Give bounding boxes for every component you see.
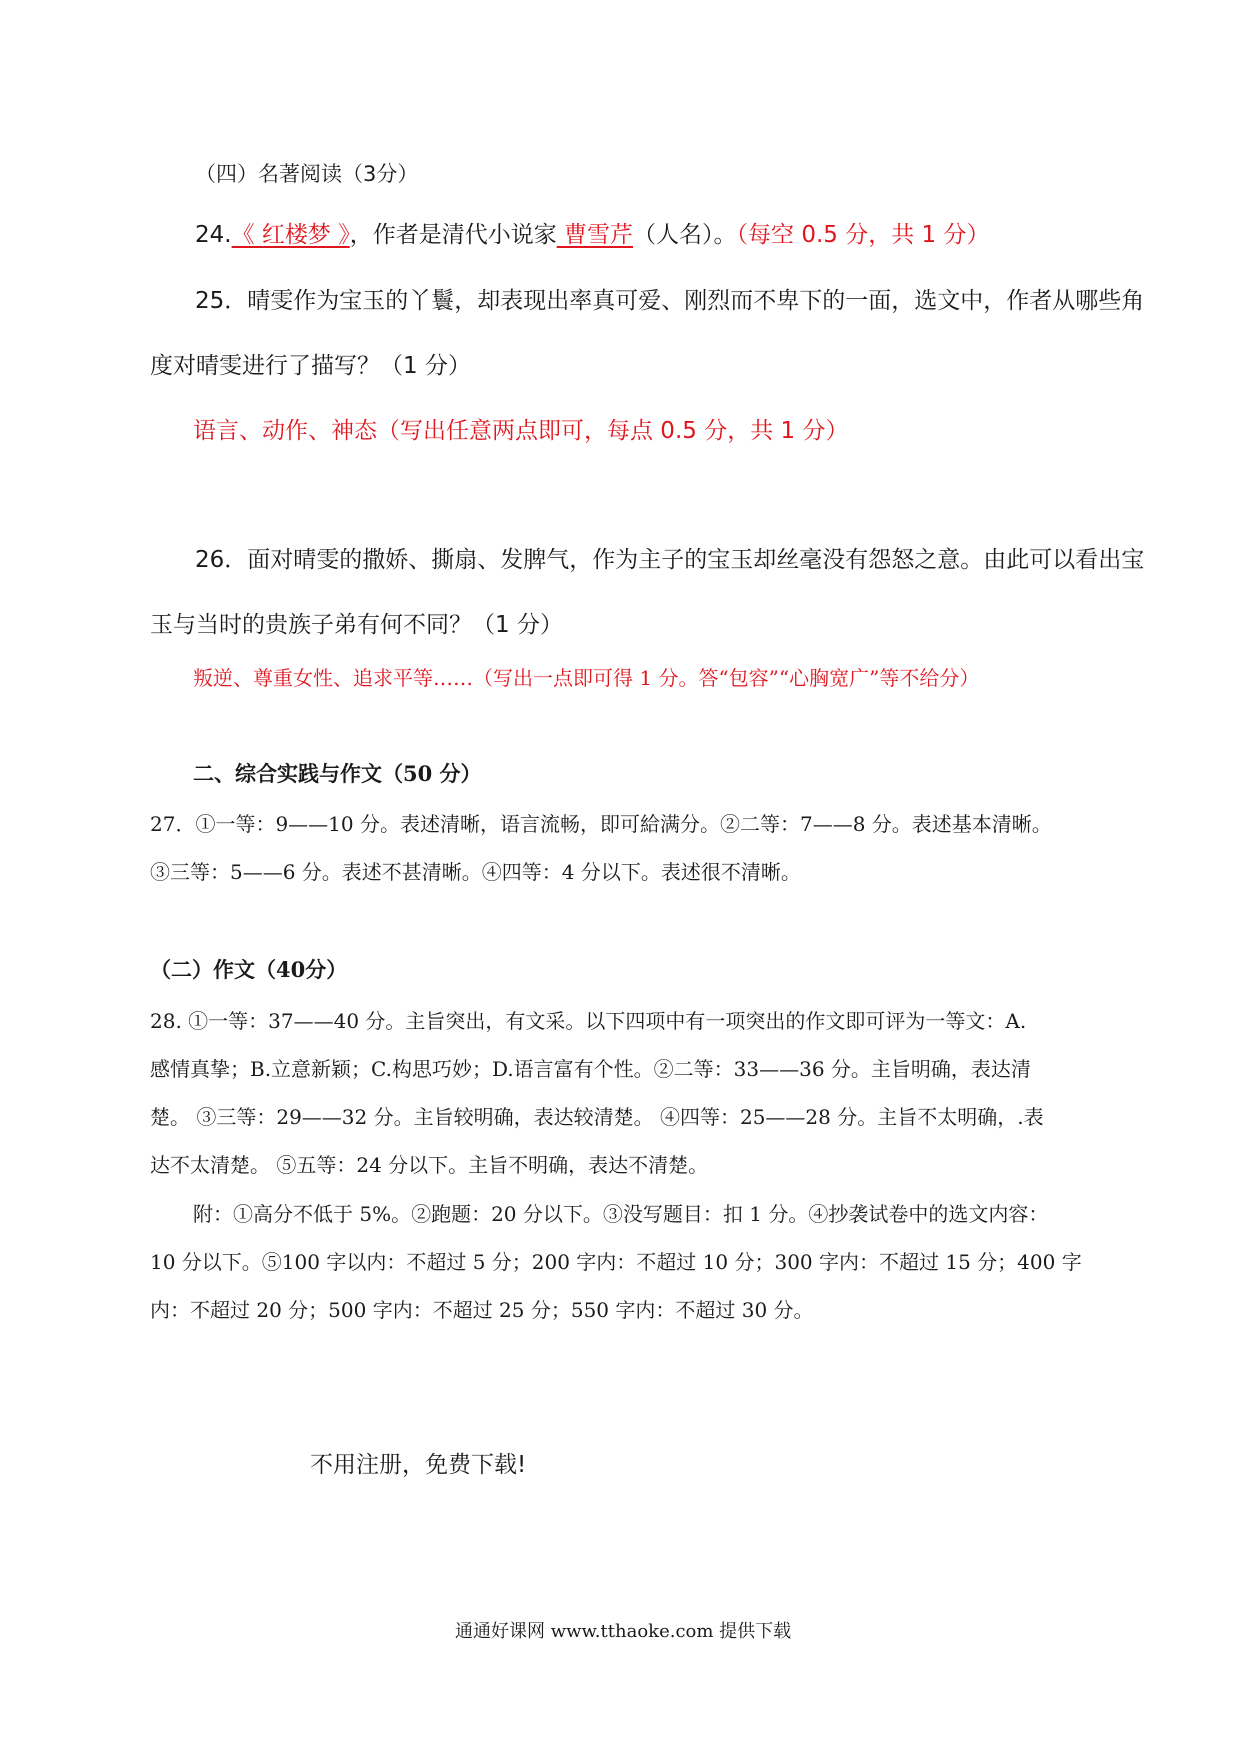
section4-heading: （四）名著阅读（3分） — [195, 162, 419, 186]
q24-tail: （人名）。 — [633, 222, 737, 248]
q27-line-1: 27．①一等：9——10 分。表述清晰，语言流畅，即可給满分。②二等：7——8 分。表述基本清晰。 — [150, 812, 1052, 836]
appendix-line-2: 10 分以下。⑤100 字以内：不超过 5 分；200 字内：不超过 10 分；300 字内：不超过 15 分；400 字 — [150, 1250, 1082, 1274]
q28-line-3: 楚。 ③三等：29——32 分。主旨较明确，表达较清楚。 ④四等：25——28 分。主旨不太明确，.表 — [150, 1105, 1044, 1129]
q26-answer: 叛逆、尊重女性、追求平等……（写出一点即可得 1 分。答“包容”“心胸宽广”等不给分） — [193, 666, 980, 690]
appendix-line-1: 附：①高分不低于 5%。②跑题：20 分以下。③没写题目：扣 1 分。④抄袭试卷中的选文内容： — [193, 1202, 1049, 1226]
page-footer: 通通好课网 www.tthaoke.com 提供下载 — [455, 1621, 792, 1642]
q26-line-1: 26．面对晴雯的撒娇、撕扇、发脾气，作为主子的宝玉却丝毫没有怨怒之意。由此可以看出宝 — [195, 547, 1145, 573]
q28-line-1: 28. ①一等：37——40 分。主旨突出，有文采。以下四项中有一项突出的作文即可评为一等文：A. — [150, 1009, 1027, 1033]
q24-book-answer: 《 红楼梦 》 — [231, 222, 350, 248]
promo-text: 不用注册，免费下载! — [310, 1452, 527, 1478]
q24-score: （每空 0.5 分，共 1 分） — [736, 222, 990, 248]
appendix-line-3: 内：不超过 20 分；500 字内：不超过 25 分；550 字内：不超过 30 分。 — [150, 1298, 814, 1322]
question-24 — [195, 216, 989, 249]
q24-author-answer: 曹雪芹 — [556, 222, 634, 248]
essay-heading: （二）作文（40分） — [150, 957, 348, 982]
part2-heading: 二、综合实践与作文（50 分） — [193, 761, 482, 786]
q24-text: ，作者是清代小说家 — [349, 222, 557, 248]
q26-line-2: 玉与当时的贵族子弟有何不同？（1 分） — [150, 612, 563, 638]
q25-line-2: 度对晴雯进行了描写？（1 分） — [150, 353, 471, 379]
q24-number: 24. — [195, 222, 232, 248]
q25-answer: 语言、动作、神态（写出任意两点即可，每点 0.5 分，共 1 分） — [193, 418, 849, 444]
q27-line-2: ③三等：5——6 分。表述不甚清晰。④四等：4 分以下。表述很不清晰。 — [150, 860, 801, 884]
q28-line-4: 达不太清楚。 ⑤五等：24 分以下。主旨不明确，表达不清楚。 — [150, 1153, 709, 1177]
q25-line-1: 25．晴雯作为宝玉的丫鬟，却表现出率真可爱、刚烈而不卑下的一面，选文中，作者从哪些角 — [195, 288, 1145, 314]
q28-line-2: 感情真挚；B.立意新颖；C.构思巧妙；D.语言富有个性。②二等：33——36 分。主旨明确，表达清 — [150, 1057, 1031, 1081]
